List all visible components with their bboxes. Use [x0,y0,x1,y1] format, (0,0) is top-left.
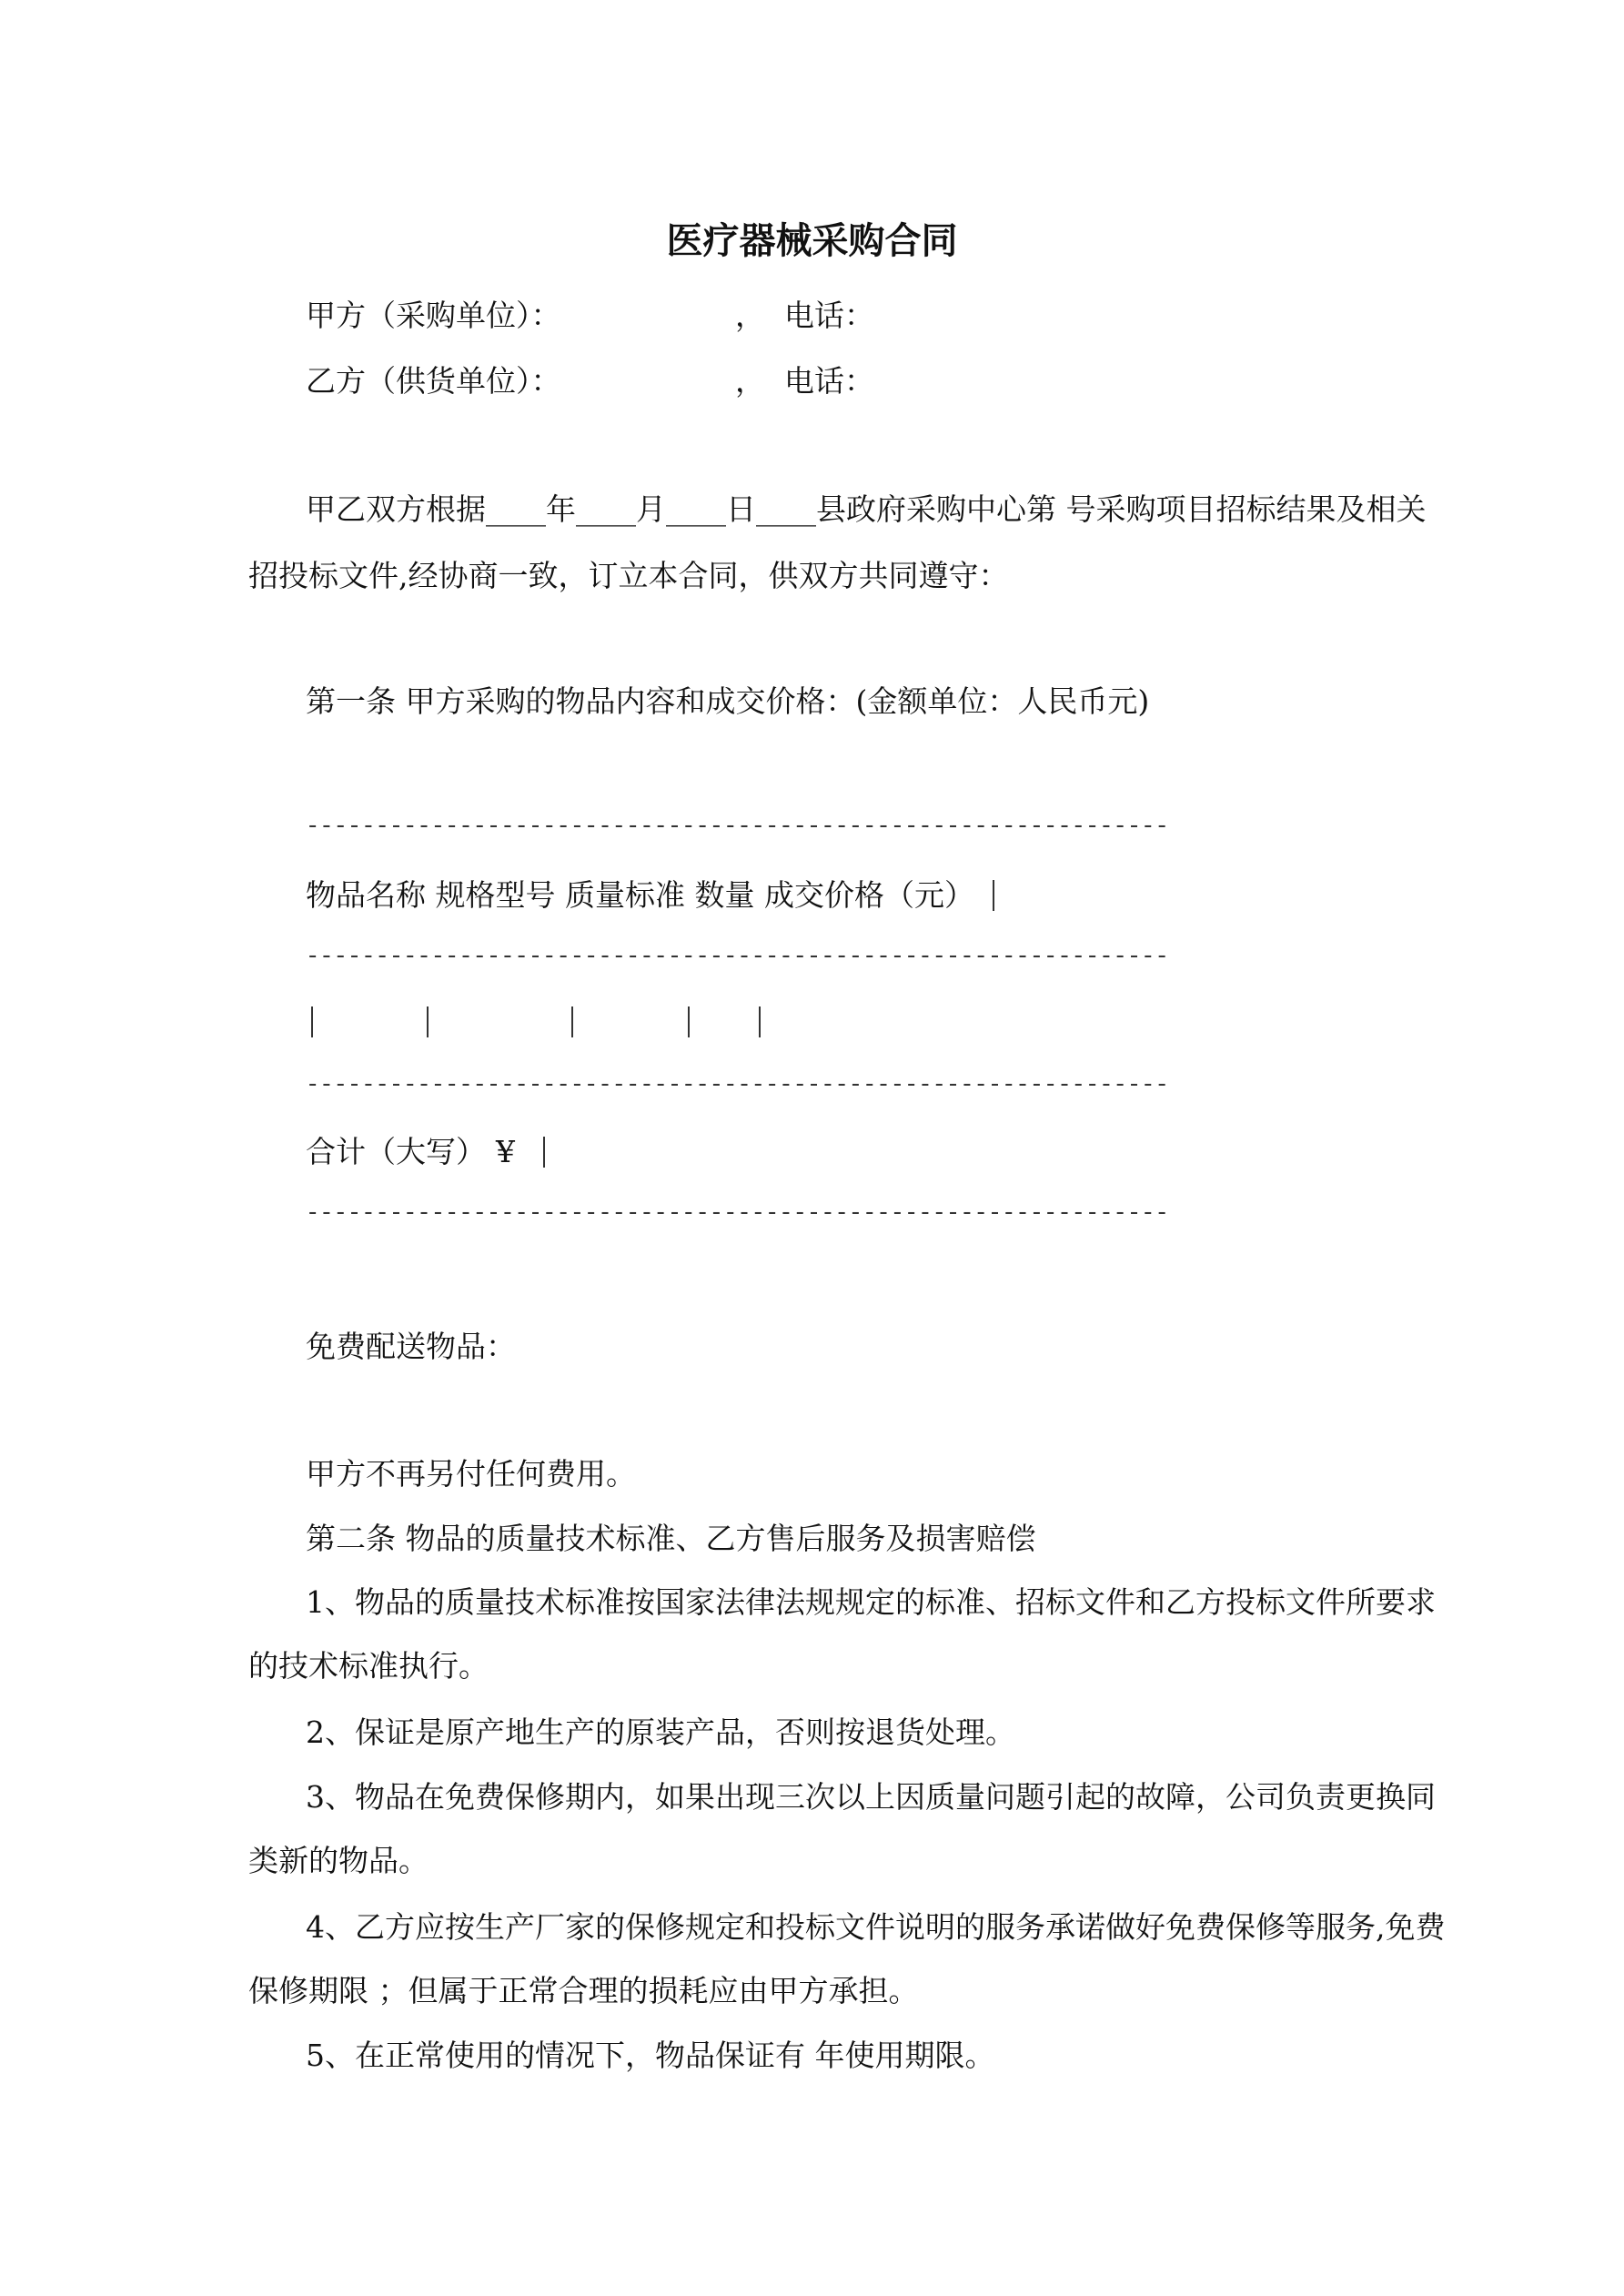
article-2-item-5: 5、在正常使用的情况下，物品保证有 年使用期限。 [306,2038,995,2073]
table-column-separator [427,1006,429,1037]
free-items-label: 免费配送物品： [306,1329,516,1364]
party-b-comma: ， [735,363,765,399]
currency-symbol: ¥ [496,1134,515,1169]
preamble-line-1: 甲乙双方根据____年____月____日____县政府采购中心第 号采购项目招标结果及相关 [306,491,1427,527]
total-label: 合计（大写） [306,1134,486,1169]
article-2-item-1-cont: 的技术标准执行。 [248,1648,489,1684]
table-column-separator [759,1006,761,1037]
article-2-heading: 第二条 物品的质量技术标准、乙方售后服务及损害赔偿 [306,1521,1036,1556]
party-a-phone-label: 电话： [784,298,874,333]
table-rule: -------------------------------------------------------------- [306,814,1169,840]
preamble-line-2: 招投标文件,经协商一致，订立本合同，供双方共同遵守： [248,558,1009,593]
table-column-separator [571,1006,573,1037]
article-2-item-4-cont: 保修期限 ；但属于正常合理的损耗应由甲方承担。 [248,1973,919,2008]
table-header: 物品名称 规格型号 质量标准 数量 成交价格（元） [306,877,974,913]
party-b-phone-label: 电话： [784,363,874,399]
no-extra-fee: 甲方不再另付任何费用。 [306,1456,636,1492]
party-b-label: 乙方（供货单位）： [306,363,561,399]
table-rule: -------------------------------------------------------------- [306,944,1169,970]
party-a-label: 甲方（采购单位）： [306,298,561,333]
table-column-separator [993,880,994,911]
document-title: 医疗器械采购合同 [666,219,958,262]
article-2-item-4: 4、乙方应按生产厂家的保修规定和投标文件说明的服务承诺做好免费保修等服务,免费 [306,1909,1446,1945]
table-column-separator [311,1006,313,1037]
table-rule: -------------------------------------------------------------- [306,1072,1169,1098]
article-2-item-3: 3、物品在免费保修期内，如果出现三次以上因质量问题引起的故障，公司负责更换同 [306,1779,1436,1815]
article-2-item-1: 1、物品的质量技术标准按国家法律法规规定的标准、招标文件和乙方投标文件所要求 [306,1584,1436,1620]
table-rule: -------------------------------------------------------------- [306,1200,1169,1227]
article-2-item-3-cont: 类新的物品。 [248,1843,429,1878]
party-a-comma: ， [735,298,765,333]
article-2-item-2: 2、保证是原产地生产的原装产品，否则按退货处理。 [306,1714,1015,1750]
table-column-separator [543,1137,545,1168]
article-1-heading: 第一条 甲方采购的物品内容和成交价格：(金额单位：人民币元) [306,683,1150,719]
table-column-separator [688,1006,690,1037]
